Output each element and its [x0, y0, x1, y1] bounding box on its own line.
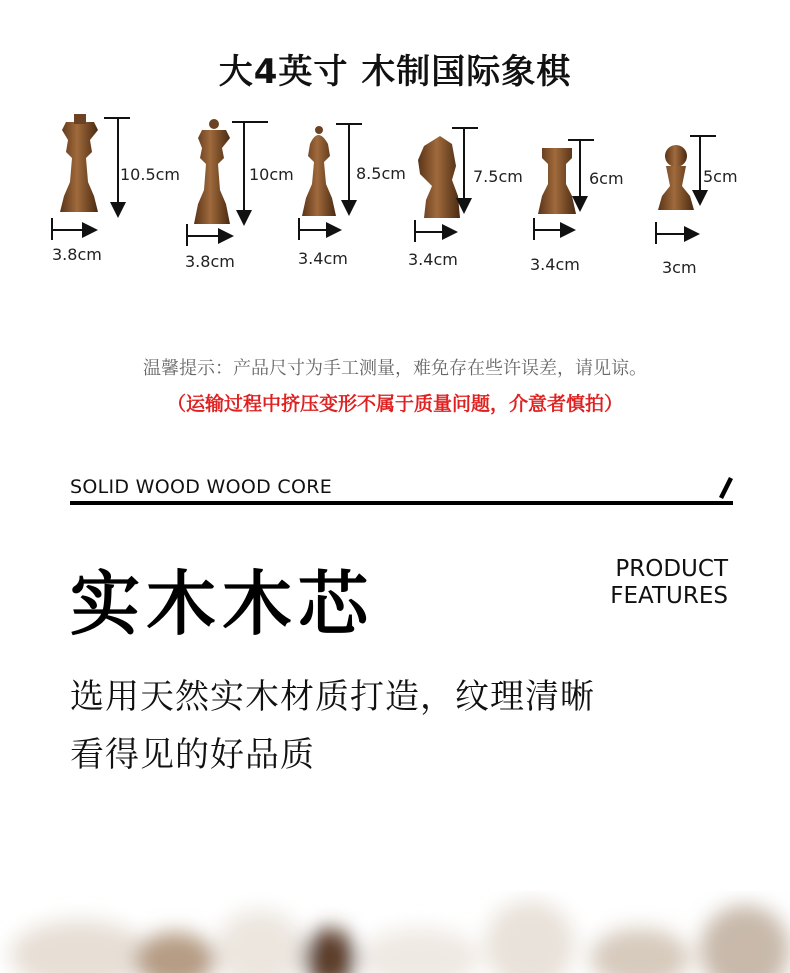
- king-width-marker: [52, 218, 96, 240]
- knight-piece: [418, 136, 460, 218]
- rook-width-marker: [534, 218, 574, 240]
- product-features-label: [610, 556, 728, 610]
- pawn-height-label: 5cm: [703, 167, 738, 186]
- queen-width-label: 3.8cm: [185, 252, 235, 271]
- page-title: 大4英寸 木制国际象棋: [218, 52, 572, 92]
- pawn-width-marker: [656, 222, 698, 244]
- section-description: [70, 668, 595, 784]
- description-line-2: 看得见的好品质: [70, 735, 315, 775]
- bishop-width-marker: [299, 218, 340, 240]
- blurred-pieces-image: [0, 840, 790, 973]
- section-divider: [70, 501, 733, 505]
- pawn-piece: [658, 145, 694, 210]
- pen-icon: [716, 476, 734, 500]
- measurement-tip: 温馨提示：产品尺寸为手工测量，难免存在些许误差，请见谅。: [143, 358, 647, 379]
- king-width-label: 3.8cm: [52, 245, 102, 264]
- rook-height-label: 6cm: [589, 169, 624, 188]
- section-heading: 实木木芯: [70, 563, 374, 645]
- pawn-width-label: 3cm: [662, 258, 697, 277]
- queen-width-marker: [187, 224, 232, 246]
- bishop-piece: [302, 126, 336, 216]
- rook-piece: [538, 148, 576, 214]
- bishop-height-label: 8.5cm: [356, 164, 406, 183]
- knight-width-label: 3.4cm: [408, 250, 458, 269]
- features-line-2: FEATURES: [610, 583, 728, 609]
- pieces-dimension-diagram: [0, 100, 790, 300]
- features-line-1: PRODUCT: [615, 556, 728, 582]
- rook-width-label: 3.4cm: [530, 255, 580, 274]
- bishop-width-label: 3.4cm: [298, 249, 348, 268]
- shipping-warning: （运输过程中挤压变形不属于质量问题，介意者慎拍）: [166, 393, 623, 415]
- section-label: SOLID WOOD WOOD CORE: [70, 476, 333, 498]
- king-piece: [60, 114, 98, 212]
- pieces-svg: [0, 100, 790, 300]
- queen-piece: [194, 119, 230, 224]
- description-line-1: 选用天然实木材质打造，纹理清晰: [70, 677, 595, 717]
- queen-height-label: 10cm: [249, 165, 294, 184]
- knight-height-label: 7.5cm: [473, 167, 523, 186]
- king-height-label: 10.5cm: [120, 165, 181, 184]
- blurred-chess-background: [0, 840, 790, 973]
- knight-width-marker: [415, 220, 456, 242]
